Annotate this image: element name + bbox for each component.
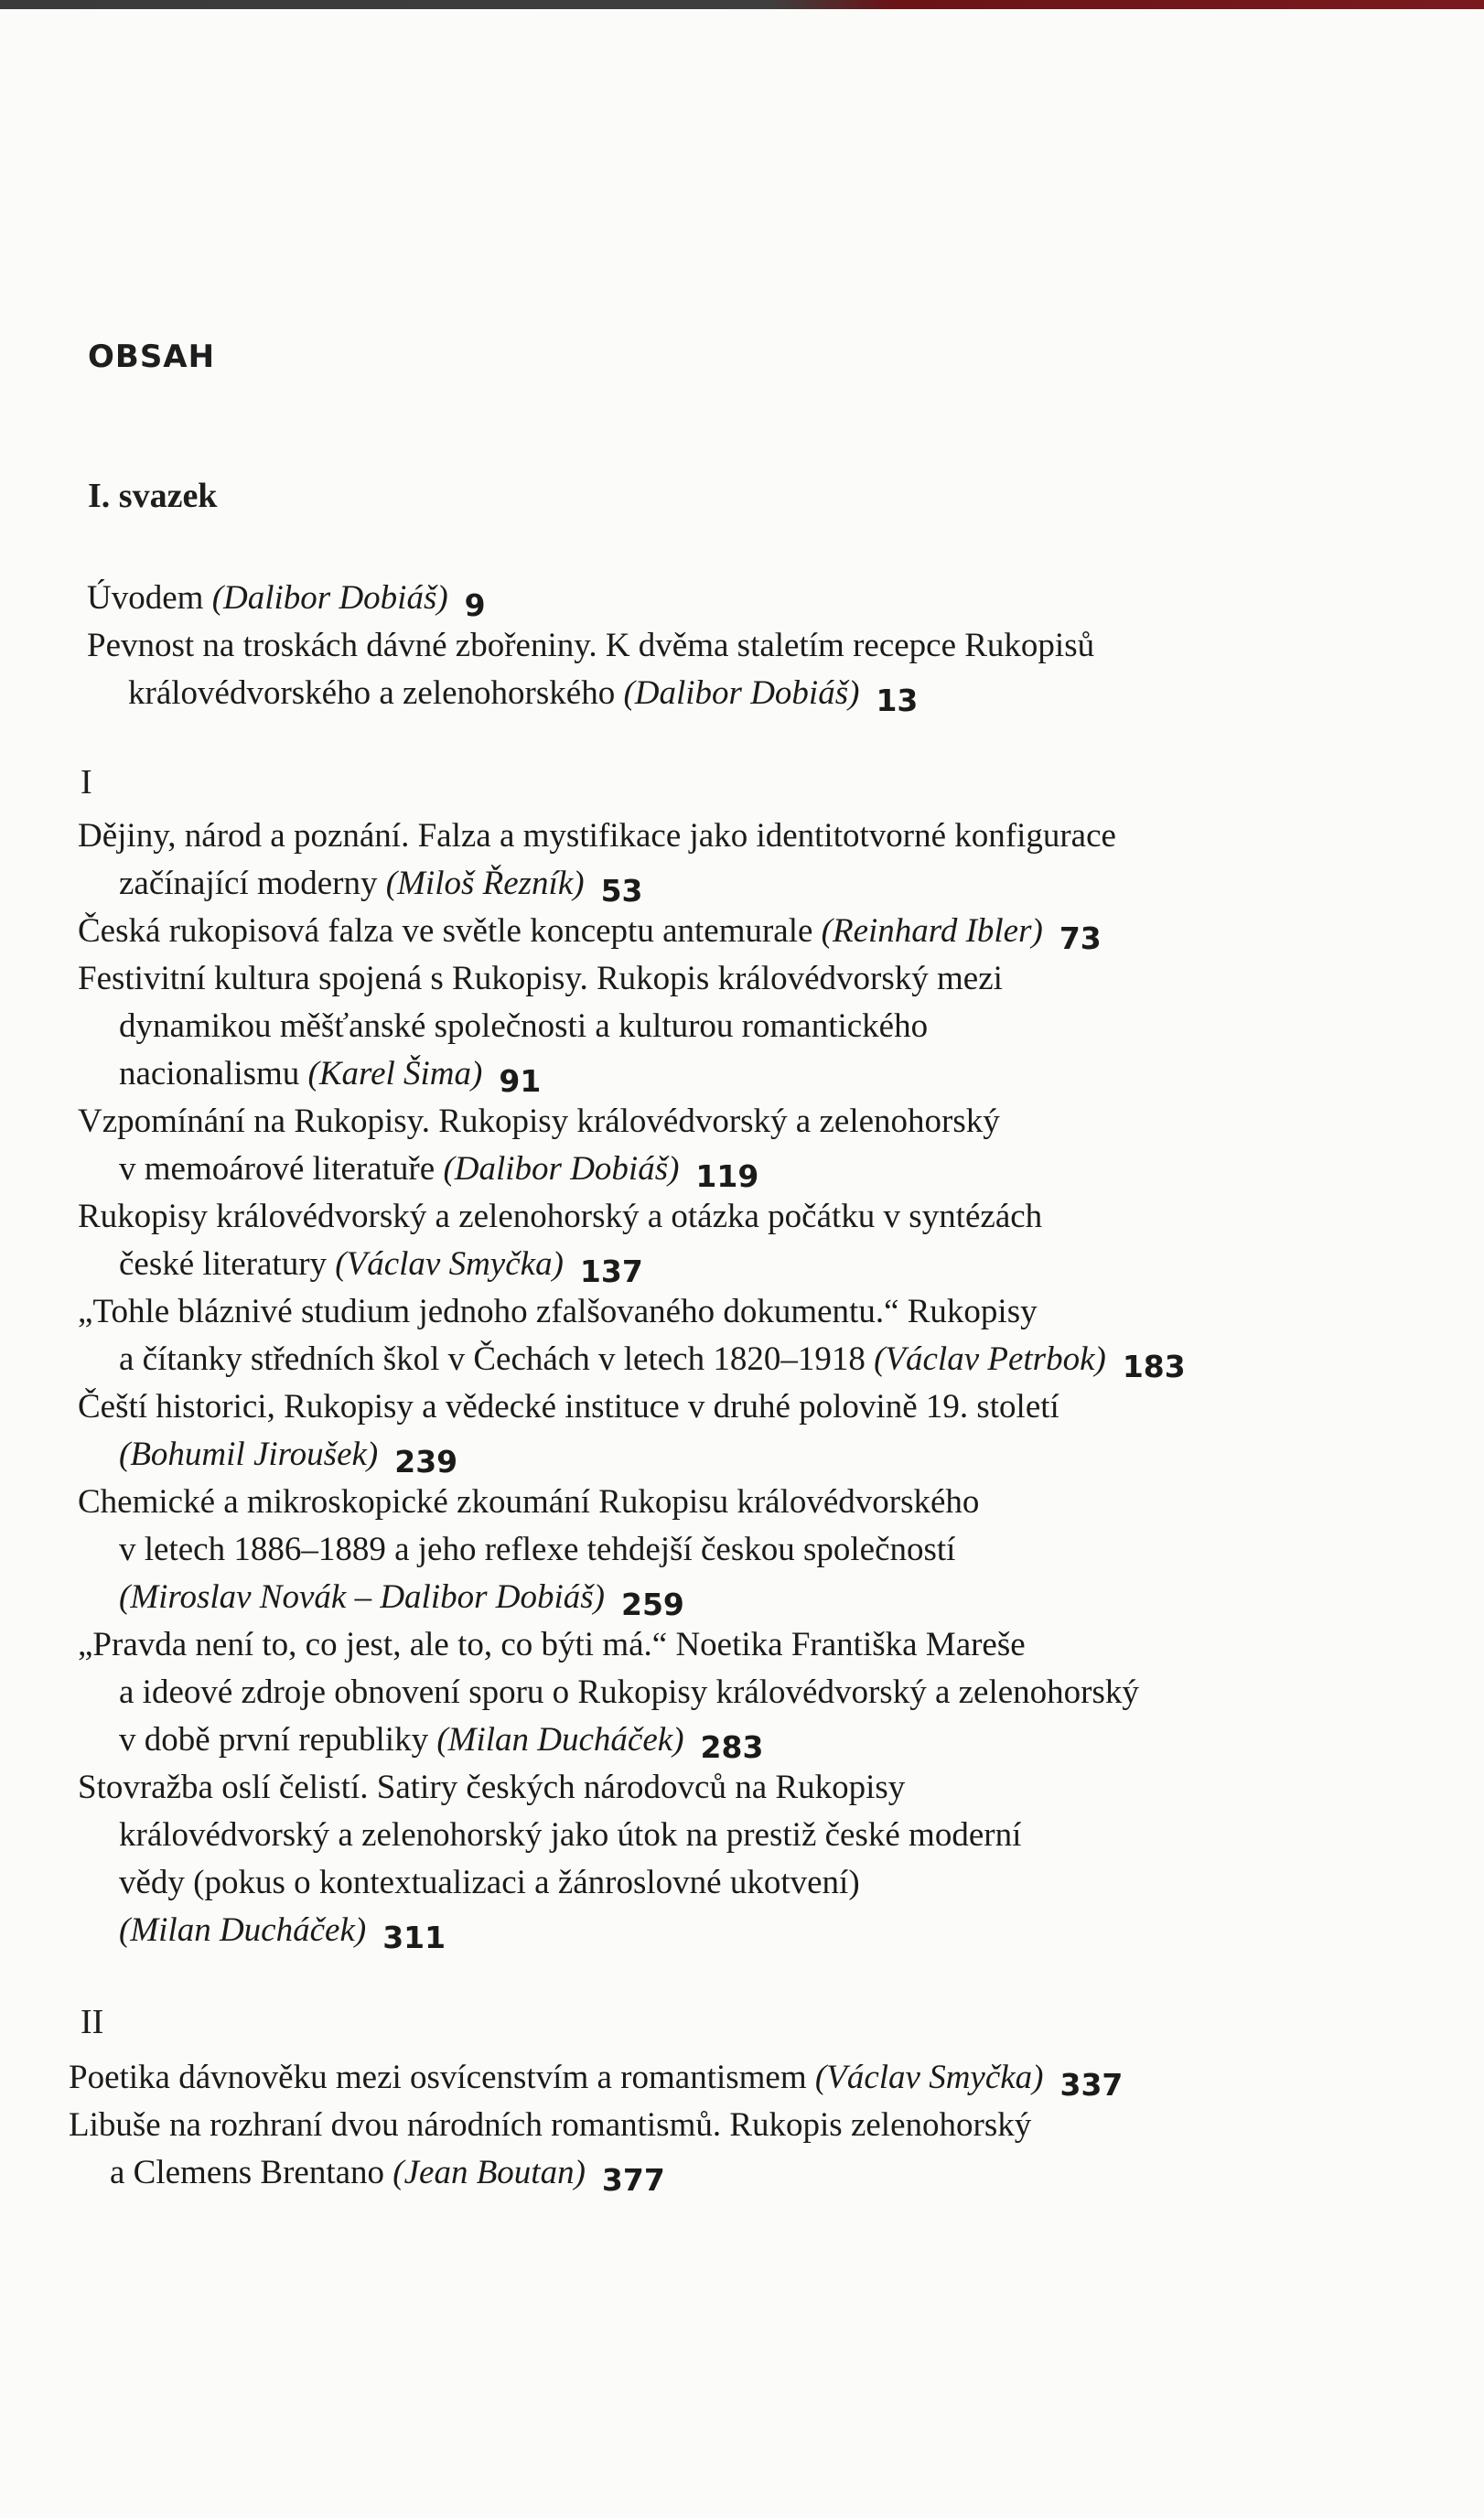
entry-title-text: Libuše na rozhraní dvou národních romantismů. Rukopis zelenohorský xyxy=(69,2106,1032,2144)
entry-author: (Václav Smyčka) xyxy=(814,2059,1044,2096)
entry-title-text: v letech 1886–1889 a jeho reflexe tehdejší českou společností xyxy=(119,1531,956,1568)
toc-entry xyxy=(78,908,1432,955)
entry-title-text: nacionalismu xyxy=(119,1055,308,1092)
entry-page-number: 119 xyxy=(695,1158,759,1194)
entry-author: (Václav Smyčka) xyxy=(335,1245,564,1283)
toc-entry xyxy=(78,955,1432,1098)
entry-line xyxy=(78,1812,1432,1859)
entry-title-text: české literatury xyxy=(119,1245,336,1283)
volume-heading: I. svazek xyxy=(88,477,218,515)
entry-page-number: 91 xyxy=(499,1063,542,1099)
toc-entry xyxy=(78,1621,1432,1764)
toc-entry xyxy=(69,2054,1423,2102)
entry-author: (Dalibor Dobiáš) xyxy=(211,579,448,617)
entry-line xyxy=(69,2149,1423,2197)
toc-entry xyxy=(78,812,1432,908)
entry-line xyxy=(78,1574,1432,1621)
contents-heading: OBSAH xyxy=(88,339,216,375)
entry-line xyxy=(78,1431,1432,1479)
entry-line xyxy=(69,2054,1423,2102)
entry-line xyxy=(69,2102,1423,2149)
entry-line xyxy=(78,1669,1432,1716)
entry-title-text: dynamikou měšťanské společnosti a kulturou romantického xyxy=(119,1007,929,1045)
entry-page-number: 73 xyxy=(1059,920,1102,956)
entry-page-number: 183 xyxy=(1122,1349,1186,1384)
entry-line xyxy=(78,1193,1432,1241)
section-label-one: I xyxy=(81,763,92,802)
section-label-two: II xyxy=(81,2003,104,2041)
entry-page-number: 239 xyxy=(394,1444,458,1480)
entry-author: (Dalibor Dobiáš) xyxy=(623,674,860,712)
entry-title-text: Festivitní kultura spojená s Rukopisy. Rukopis královédvorský mezi xyxy=(78,960,1003,997)
entry-page-number: 377 xyxy=(601,2162,665,2198)
entry-title-text: „Pravda není to, co jest, ale to, co býti má.“ Noetika Františka Mareše xyxy=(78,1626,1026,1663)
entry-title-text: a čítanky středních škol v Čechách v letech 1820–1918 xyxy=(119,1340,875,1378)
entry-title-text: Chemické a mikroskopické zkoumání Rukopisu královédvorského xyxy=(78,1483,980,1521)
toc-entry xyxy=(78,1764,1432,1954)
toc-entry xyxy=(78,1193,1432,1288)
toc-entry xyxy=(87,575,1441,622)
entry-line xyxy=(87,670,1441,717)
entry-page-number: 283 xyxy=(700,1729,764,1765)
entry-page-number: 311 xyxy=(382,1920,446,1955)
entry-title-text: Česká rukopisová falza ve světle konceptu antemurale xyxy=(78,912,822,950)
entry-title-text: Stovražba oslí čelistí. Satiry českých národovců na Rukopisy xyxy=(78,1769,906,1806)
entry-title-text: začínající moderny xyxy=(119,865,386,902)
entry-author: (Dalibor Dobiáš) xyxy=(443,1150,680,1188)
entry-title-text: v memoárové literatuře xyxy=(119,1150,444,1188)
entry-author: (Miloš Řezník) xyxy=(385,865,585,902)
entry-line xyxy=(78,1764,1432,1812)
toc-entry xyxy=(78,1288,1432,1383)
entry-line xyxy=(78,1907,1432,1954)
toc-entry xyxy=(69,2102,1423,2197)
entry-page-number: 259 xyxy=(620,1587,684,1622)
entry-title-text: v době první republiky xyxy=(119,1721,437,1759)
entry-line xyxy=(78,812,1432,860)
entry-title-text: vědy (pokus o kontextualizaci a žánroslovné ukotvení) xyxy=(119,1864,860,1901)
entry-page-number: 53 xyxy=(600,873,643,909)
entry-line xyxy=(78,1241,1432,1288)
entry-line xyxy=(78,1716,1432,1764)
entry-line xyxy=(78,1621,1432,1669)
entry-title-text: Úvodem xyxy=(87,579,212,617)
entry-page-number: 137 xyxy=(579,1254,643,1289)
entry-author: (Karel Šima) xyxy=(307,1055,483,1092)
entry-page-number: 337 xyxy=(1059,2067,1124,2103)
entry-title-text: Poetika dávnověku mezi osvícenstvím a romantismem xyxy=(69,2059,815,2096)
entry-line xyxy=(78,1146,1432,1193)
entry-title-text: Rukopisy královédvorský a zelenohorský a otázka počátku v syntézách xyxy=(78,1198,1043,1235)
entry-line xyxy=(78,955,1432,1003)
entry-author: (Reinhard Ibler) xyxy=(821,912,1043,950)
entry-line xyxy=(78,1288,1432,1336)
entry-line xyxy=(78,1526,1432,1574)
entry-line xyxy=(78,1479,1432,1526)
toc-entry xyxy=(78,1479,1432,1621)
top-edge-band xyxy=(0,0,1484,9)
entry-line xyxy=(78,1003,1432,1050)
entry-author: (Milan Ducháček) xyxy=(436,1721,684,1759)
entry-title-text: Dějiny, národ a poznání. Falza a mystifikace jako identitotvorné konfigurace xyxy=(78,817,1116,855)
entry-title-text: „Tohle bláznivé studium jednoho zfalšovaného dokumentu.“ Rukopisy xyxy=(78,1293,1038,1330)
entry-title-text: a Clemens Brentano xyxy=(110,2154,393,2191)
entry-line xyxy=(87,622,1441,670)
entry-title-text: královédvorského a zelenohorského xyxy=(128,674,624,712)
toc-entry xyxy=(87,622,1441,717)
entry-author: (Miroslav Novák – Dalibor Dobiáš) xyxy=(119,1578,605,1616)
entry-line xyxy=(78,860,1432,908)
entry-author: (Jean Boutan) xyxy=(393,2154,586,2191)
entry-line xyxy=(78,908,1432,955)
entry-author: (Milan Ducháček) xyxy=(119,1911,367,1949)
entry-line xyxy=(78,1336,1432,1383)
entry-title-text: Čeští historici, Rukopisy a vědecké instituce v druhé polovině 19. století xyxy=(78,1388,1059,1426)
entry-line xyxy=(78,1050,1432,1098)
entry-page-number: 13 xyxy=(876,683,919,718)
entry-line xyxy=(78,1098,1432,1146)
entry-line xyxy=(87,575,1441,622)
entry-title-text: a ideové zdroje obnovení sporu o Rukopisy královédvorský a zelenohorský xyxy=(119,1673,1139,1711)
entry-author: (Václav Petrbok) xyxy=(874,1340,1106,1378)
entry-page-number: 9 xyxy=(464,587,486,623)
toc-entry xyxy=(78,1098,1432,1193)
entry-line xyxy=(78,1383,1432,1431)
entry-title-text: Pevnost na troskách dávné zbořeniny. K dvěma staletím recepce Rukopisů xyxy=(87,627,1095,664)
entry-title-text: Vzpomínání na Rukopisy. Rukopisy královédvorský a zelenohorský xyxy=(78,1103,1000,1140)
entry-author: (Bohumil Jiroušek) xyxy=(119,1436,379,1473)
entry-line xyxy=(78,1859,1432,1907)
toc-entry xyxy=(78,1383,1432,1479)
entry-title-text: královédvorský a zelenohorský jako útok na prestiž české moderní xyxy=(119,1816,1022,1854)
